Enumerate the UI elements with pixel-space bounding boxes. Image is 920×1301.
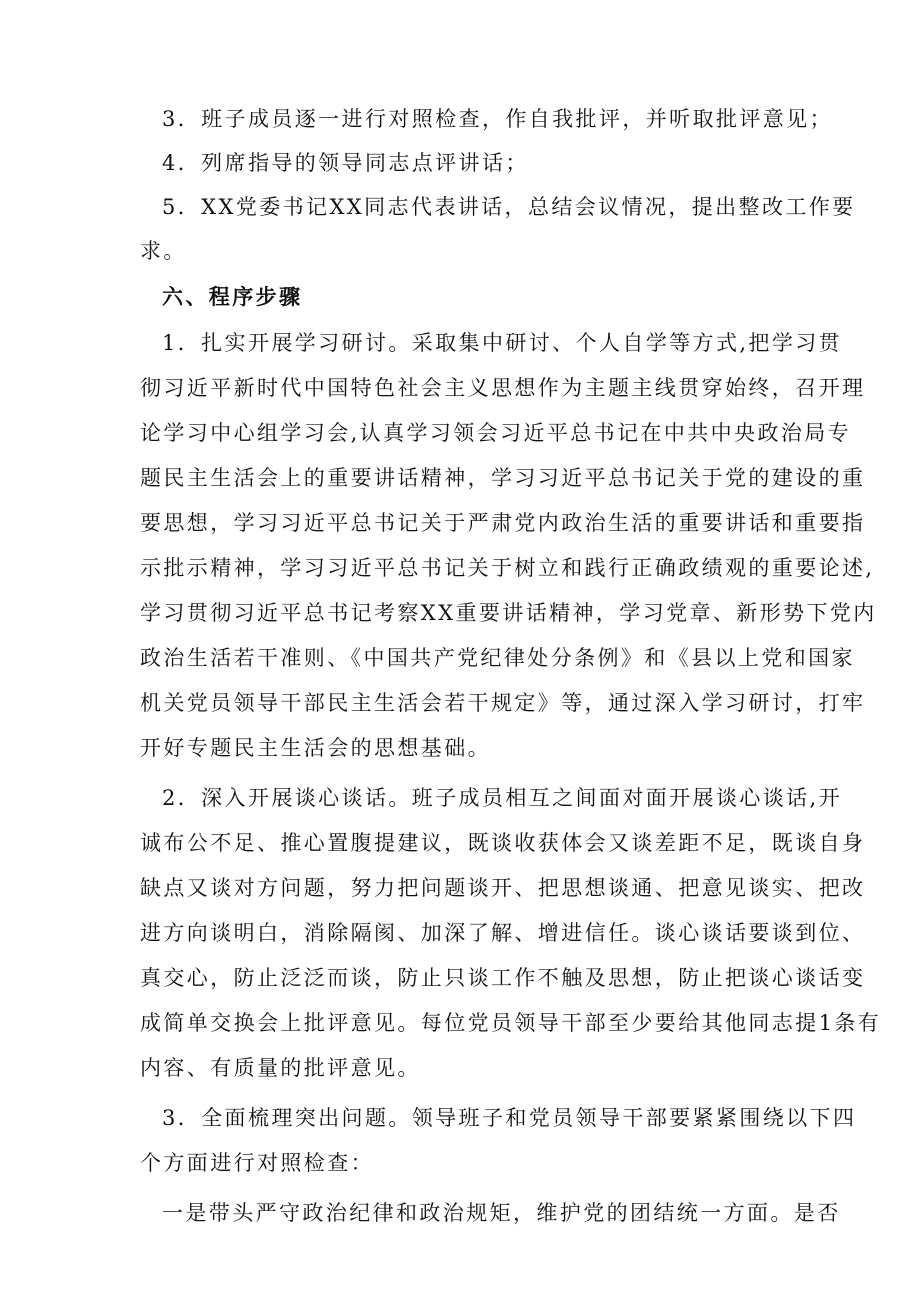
paragraph-2-line-3: 缺点又谈对方问题，努力把问题谈开、把思想谈通、把意见谈实、把改 [140,876,866,900]
paragraph-1-line-7: 学习贯彻习近平总书记考察XX重要讲话精神，学习党章、新形势下党内 [140,601,877,625]
paragraph-1-line-8: 政治生活若干准则、《中国共产党纪律处分条例》和《县以上党和国家 [140,646,855,670]
paragraph-2-line-6: 成简单交换会上批评意见。每位党员领导干部至少要给其他同志提1条有 [140,1011,882,1035]
paragraph-2-line-2: 诚布公不足、推心置腹提建议，既谈收获体会又谈差距不足，既谈自身 [140,831,866,855]
paragraph-4-line-1: 一是带头严守政治纪律和政治规矩，维护党的团结统一方面。是否 [162,1201,841,1225]
paragraph-2-line-1: 2．深入开展谈心谈话。班子成员相互之间面对面开展谈心谈话,开 [162,786,843,810]
paragraph-1-line-6: 示批示精神，学习习近平总书记关于树立和践行正确政绩观的重要论述, [140,556,875,580]
item-4-line: 4．列席指导的领导同志点评讲话； [162,151,529,175]
paragraph-1-line-2: 彻习近平新时代中国特色社会主义思想作为主题主线贯穿始终，召开理 [140,376,866,400]
paragraph-2-line-7: 内容、有质量的批评意见。 [140,1056,421,1080]
section-heading-procedure: 六、程序步骤 [162,285,303,309]
item-3-line: 3．班子成员逐一进行对照检查，作自我批评，并听取批评意见； [162,107,833,131]
paragraph-2-line-4: 进方向谈明白，消除隔阂、加深了解、增进信任。谈心谈话要谈到位、 [140,921,866,945]
paragraph-1-line-10: 开好专题民主生活会的思想基础。 [140,736,491,760]
item-5-line-1: 5．XX党委书记XX同志代表讲话，总结会议情况，提出整改工作要 [162,195,856,219]
paragraph-1-line-5: 要思想，学习习近平总书记关于严肃党内政治生活的重要讲话和重要指 [140,511,866,535]
paragraph-3-line-1: 3．全面梳理突出问题。领导班子和党员领导干部要紧紧围绕以下四 [162,1106,857,1130]
item-5-line-2: 求。 [140,239,187,263]
paragraph-1-line-4: 题民主生活会上的重要讲话精神，学习习近平总书记关于党的建设的重 [140,466,866,490]
paragraph-2-line-5: 真交心，防止泛泛而谈，防止只谈工作不触及思想，防止把谈心谈话变 [140,966,866,990]
paragraph-3-line-2: 个方面进行对照检查： [140,1151,374,1175]
paragraph-1-line-9: 机关党员领导干部民主生活会若干规定》等，通过深入学习研讨，打牢 [140,691,866,715]
paragraph-1-line-1: 1．扎实开展学习研讨。采取集中研讨、个人自学等方式,把学习贯 [162,331,843,355]
paragraph-1-line-3: 论学习中心组学习会,认真学习领会习近平总书记在中共中央政治局专 [140,421,852,445]
